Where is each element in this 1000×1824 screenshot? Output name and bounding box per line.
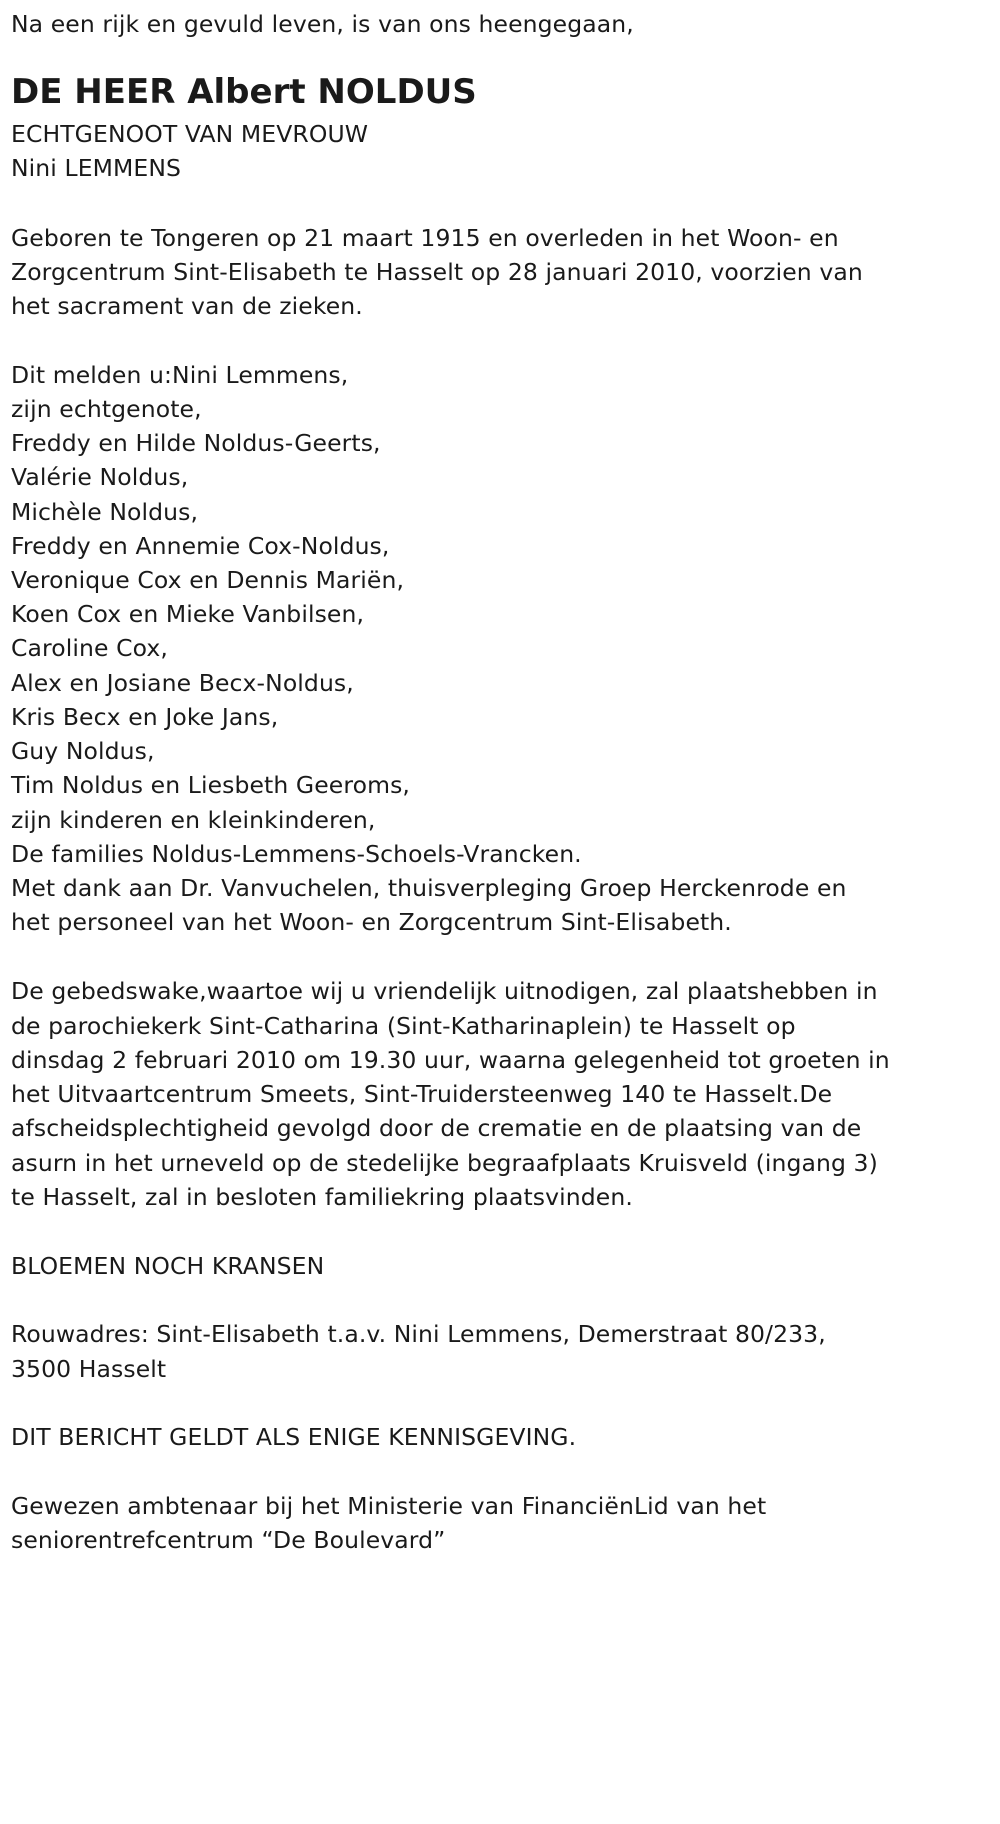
- official-notice: DIT BERICHT GELDT ALS ENIGE KENNISGEVING.: [11, 1423, 577, 1451]
- family-line: Koen Cox en Mieke Vanbilsen,: [11, 600, 365, 628]
- ceremony-line: te Hasselt, zal in besloten familiekring plaatsvinden.: [11, 1183, 633, 1211]
- spouse-name: Nini LEMMENS: [11, 154, 182, 182]
- family-line: Caroline Cox,: [11, 634, 168, 662]
- ceremony-line: De gebedswake,waartoe wij u vriendelijk uitnodigen, zal plaatshebben in: [11, 977, 878, 1005]
- birth-death-line: Zorgcentrum Sint-Elisabeth te Hasselt op 28 januari 2010, voorzien van: [11, 258, 863, 286]
- family-line: Guy Noldus,: [11, 737, 155, 765]
- ceremony-line: dinsdag 2 februari 2010 om 19.30 uur, waarna gelegenheid tot groeten in: [11, 1046, 890, 1074]
- family-line: Valérie Noldus,: [11, 463, 189, 491]
- ceremony-line: het Uitvaartcentrum Smeets, Sint-Truidersteenweg 140 te Hasselt.De: [11, 1080, 833, 1108]
- family-line: Freddy en Annemie Cox-Noldus,: [11, 532, 390, 560]
- career-line: Gewezen ambtenaar bij het Ministerie van FinanciënLid van het: [11, 1492, 767, 1520]
- ceremony-line: asurn in het urneveld op de stedelijke begraafplaats Kruisveld (ingang 3): [11, 1149, 878, 1177]
- birth-death-line: het sacrament van de zieken.: [11, 292, 363, 320]
- family-line: Michèle Noldus,: [11, 498, 199, 526]
- family-line: Freddy en Hilde Noldus-Geerts,: [11, 429, 381, 457]
- family-line: Met dank aan Dr. Vanvuchelen, thuisverpleging Groep Herckenrode en: [11, 874, 847, 902]
- family-line: het personeel van het Woon- en Zorgcentrum Sint-Elisabeth.: [11, 908, 732, 936]
- family-line: zijn kinderen en kleinkinderen,: [11, 806, 376, 834]
- ceremony-line: afscheidsplechtigheid gevolgd door de crematie en de plaatsing van de: [11, 1114, 862, 1142]
- address-line: Rouwadres: Sint-Elisabeth t.a.v. Nini Lemmens, Demerstraat 80/233,: [11, 1320, 826, 1348]
- deceased-name: DE HEER Albert NOLDUS: [11, 72, 477, 112]
- family-line: Alex en Josiane Becx-Noldus,: [11, 669, 354, 697]
- intro-text: Na een rijk en gevuld leven, is van ons heengegaan,: [11, 10, 634, 38]
- ceremony-line: de parochiekerk Sint-Catharina (Sint-Katharinaplein) te Hasselt op: [11, 1012, 796, 1040]
- family-line: Kris Becx en Joke Jans,: [11, 703, 279, 731]
- family-line: De families Noldus-Lemmens-Schoels-Vrancken.: [11, 840, 582, 868]
- spouse-label: ECHTGENOOT VAN MEVROUW: [11, 120, 369, 148]
- family-line: Tim Noldus en Liesbeth Geeroms,: [11, 771, 410, 799]
- family-line: Veronique Cox en Dennis Mariën,: [11, 566, 405, 594]
- career-line: seniorentrefcentrum “De Boulevard”: [11, 1526, 446, 1554]
- address-line: 3500 Hasselt: [11, 1355, 167, 1383]
- flowers-notice: BLOEMEN NOCH KRANSEN: [11, 1252, 325, 1280]
- family-line: zijn echtgenote,: [11, 395, 202, 423]
- family-line: Dit melden u:Nini Lemmens,: [11, 361, 349, 389]
- birth-death-line: Geboren te Tongeren op 21 maart 1915 en overleden in het Woon- en: [11, 224, 839, 252]
